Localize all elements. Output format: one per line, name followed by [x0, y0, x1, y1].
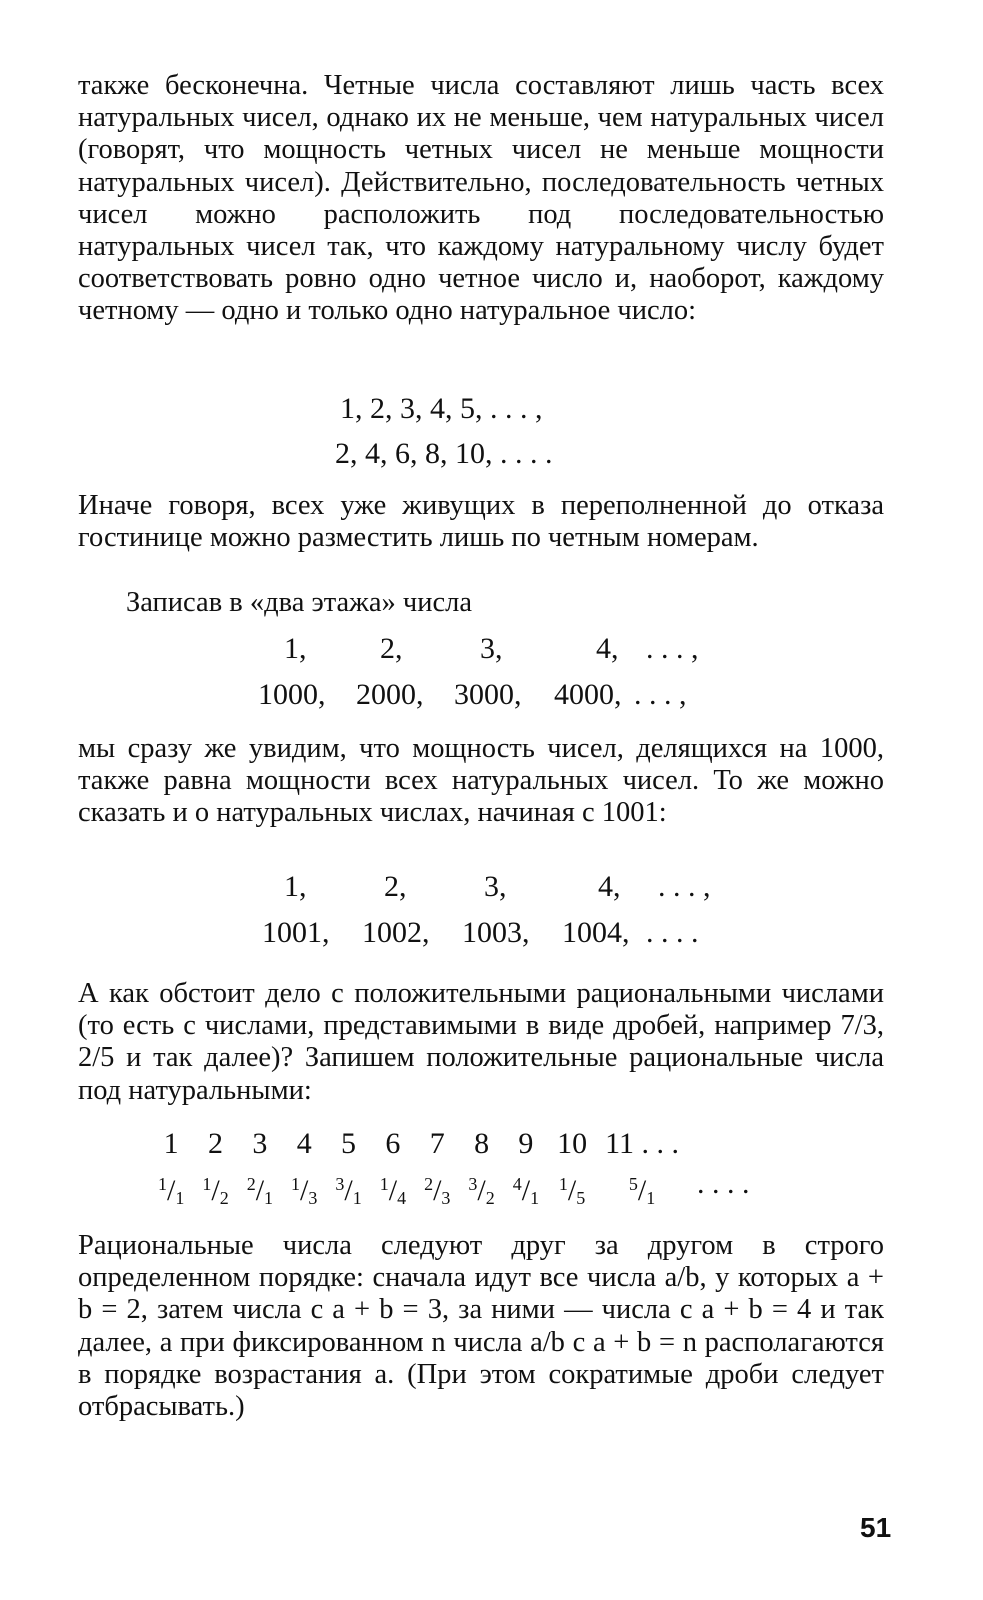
seq-cell: . . . . [646, 916, 699, 949]
natural-cell: 11 . . . [605, 1127, 679, 1160]
natural-cell: 10 [557, 1127, 588, 1160]
seq-cell: 1000, [258, 678, 326, 711]
fraction-cell: $^1/_2$ [202, 1174, 229, 1208]
fraction-cell: $^1/_5$ [558, 1174, 586, 1208]
natural-cell: 7 [429, 1127, 445, 1160]
paragraph-ordering: Рациональные числа следуют друг за другом в строго определенном порядке: сначала идут все числа a/b, у которых a + b = 2, затем числа с a + b = 3, за ними — числа с a + b = 4 и так далее, а при фиксированном n числа a/b с a + b = n располагаются в порядке возрастания a. (При этом сократимые дроби следует отбрасывать.) [78, 1230, 884, 1423]
seq-cell: 1002, [362, 916, 430, 949]
seq-cell: 1, [284, 870, 307, 903]
seq-cell: 1, [284, 632, 307, 665]
sequence-from-1001-table [262, 870, 711, 950]
natural-cell: 8 [474, 1127, 490, 1160]
seq-cell: 3000, [454, 678, 522, 711]
fraction-cell: $^3/_1$ [335, 1174, 362, 1208]
sequence-naturals-row: 1, 2, 3, 4, 5, . . . , [340, 392, 543, 425]
rationals-table [158, 1124, 749, 1218]
seq-cell: . . . , [634, 678, 687, 711]
paragraph-multiples-1000: мы сразу же увидим, что мощность чисел, делящихся на 1000, также равна мощности всех натуральных чисел. То же можно сказать и о натуральных числах, начиная с 1001: [78, 733, 884, 829]
rationals-ellipsis: . . . . [696, 1167, 750, 1200]
fraction-cell: $^1/_4$ [379, 1174, 407, 1208]
natural-cell: 5 [341, 1127, 357, 1160]
seq-cell: . . . , [646, 632, 699, 665]
fraction-cell: $^1/_3$ [291, 1174, 318, 1208]
natural-cell: 3 [252, 1127, 268, 1160]
sequence-evens-row: 2, 4, 6, 8, 10, . . . . [335, 437, 553, 470]
seq-cell: 4000, [554, 678, 622, 711]
seq-cell: 3, [484, 870, 507, 903]
fraction-cell: $^3/_2$ [468, 1174, 495, 1208]
fraction-cell: $^5/_1$ [628, 1174, 656, 1208]
natural-cell: 2 [208, 1127, 224, 1160]
fraction-cell: $^2/_1$ [246, 1174, 274, 1208]
natural-cell: 9 [518, 1127, 534, 1160]
seq-cell: 4, [596, 632, 619, 665]
seq-cell: 1004, [562, 916, 630, 949]
natural-cell: 1 [163, 1127, 179, 1160]
seq-cell: 2000, [356, 678, 424, 711]
fraction-cell: $^2/_3$ [424, 1174, 451, 1208]
natural-cell: 6 [385, 1127, 401, 1160]
paragraph-two-floors: Записав в «два этажа» числа [126, 587, 472, 618]
natural-cell: 4 [296, 1127, 312, 1160]
seq-cell: 1001, [262, 916, 330, 949]
seq-cell: 2, [384, 870, 407, 903]
seq-cell: 3, [480, 632, 503, 665]
seq-cell: 4, [598, 870, 621, 903]
seq-cell: . . . , [658, 870, 711, 903]
page-number: 51 [860, 1512, 892, 1543]
fraction-cell: $^4/_1$ [512, 1174, 540, 1208]
paragraph-rationals-question: А как обстоит дело с положительными рациональными числами (то есть с числами, представимыми в виде дробей, например 7/3, 2/5 и так далее)? Запишем положительные рациональные числа под натуральными: [78, 978, 884, 1106]
seq-cell: 1003, [462, 916, 530, 949]
seq-cell: 2, [380, 632, 403, 665]
paragraph-even-numbers: также бесконечна. Четные числа составляют лишь часть всех натуральных чисел, однако их не меньше, чем натуральных чисел (говорят, что мощность четных чисел не меньше мощности натуральных чисел). Действительно, последовательность четных чисел можно расположить под последовательностью натуральных чисел так, что каждому натуральному числу будет соответствовать ровно одно четное число и, наоборот, каждому четному — одно и только одно натуральное число: [78, 70, 884, 327]
paragraph-hotel: Иначе говоря, всех уже живущих в переполненной до отказа гостинице можно разместить лишь по четным номерам. [78, 490, 884, 554]
sequence-thousands-table [258, 632, 699, 712]
fraction-cell: $^1/_1$ [158, 1174, 185, 1208]
